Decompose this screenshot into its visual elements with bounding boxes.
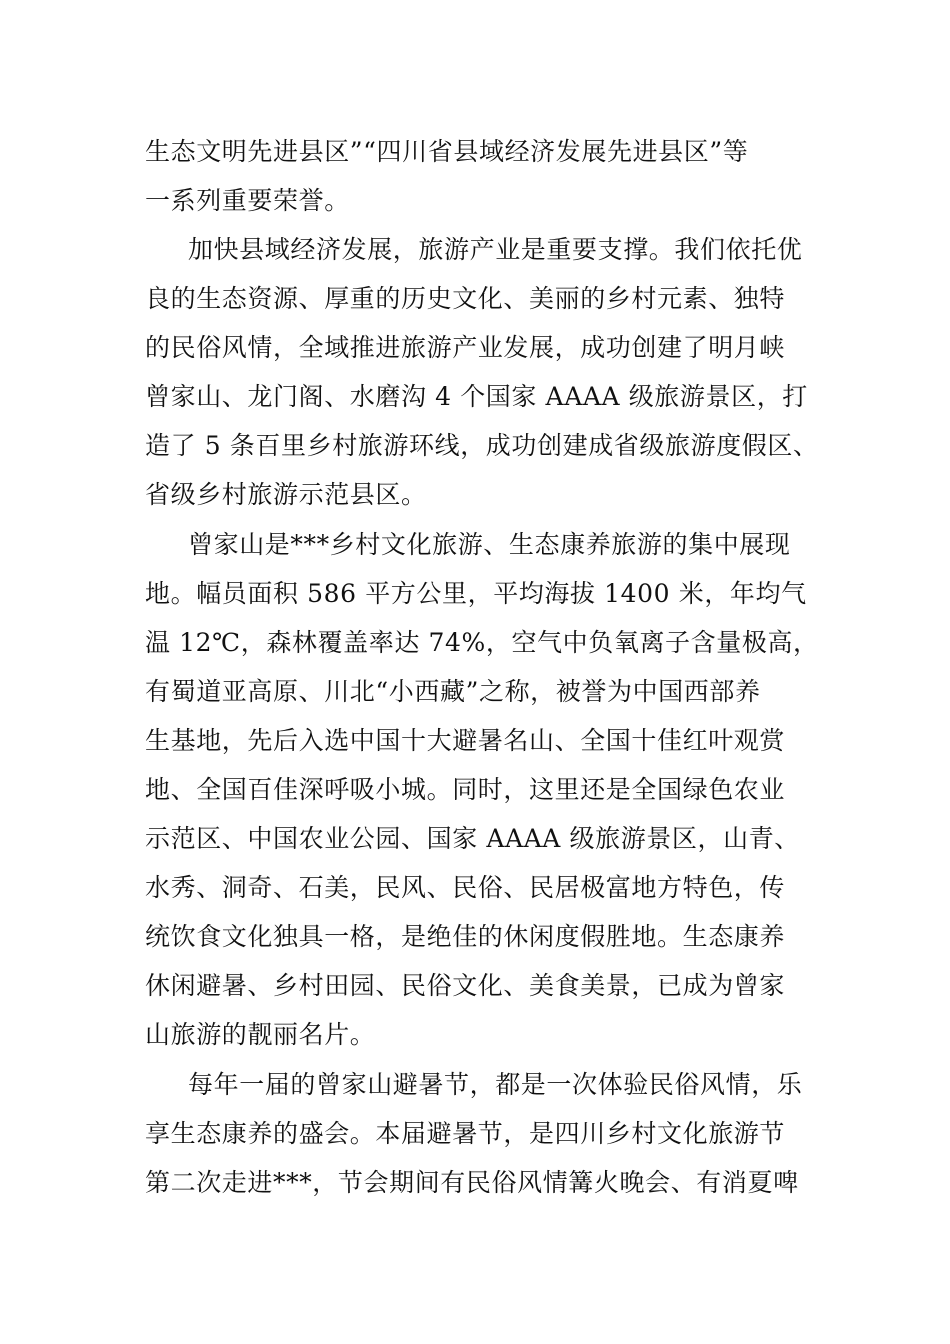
text-line: 曾家山、龙门阁、水磨沟 4 个国家 AAAA 级旅游景区，打 xyxy=(145,382,808,411)
text-line: 温 12℃，森林覆盖率达 74%，空气中负氧离子含量极高， xyxy=(145,628,819,657)
text-line: 水秀、洞奇、石美，民风、民俗、民居极富地方特色，传 xyxy=(145,873,786,902)
text-line: 省级乡村旅游示范县区。 xyxy=(145,480,427,509)
text-line: 良的生态资源、厚重的历史文化、美丽的乡村元素、独特 xyxy=(145,284,786,313)
paragraph-first-line: 曾家山是***乡村文化旅游、生态康养旅游的集中展现 xyxy=(188,530,791,559)
paragraph-first-line: 加快县域经济发展，旅游产业是重要支撑。我们依托优 xyxy=(188,235,803,264)
paragraph-first-line: 每年一届的曾家山避暑节，都是一次体验民俗风情，乐 xyxy=(188,1070,803,1099)
text-line: 生基地，先后入选中国十大避暑名山、全国十佳红叶观赏 xyxy=(145,726,786,755)
text-line: 的民俗风情，全域推进旅游产业发展，成功创建了明月峡 xyxy=(145,333,786,362)
text-line: 生态文明先进县区”“四川省县域经济发展先进县区”等 xyxy=(145,137,749,166)
text-line: 第二次走进***，节会期间有民俗风情篝火晚会、有消夏啤 xyxy=(145,1168,799,1197)
text-line: 地。幅员面积 586 平方公里，平均海拔 1400 米，年均气 xyxy=(145,579,807,608)
text-line: 地、全国百佳深呼吸小城。同时，这里还是全国绿色农业 xyxy=(145,775,786,804)
text-line: 统饮食文化独具一格，是绝佳的休闲度假胜地。生态康养 xyxy=(145,922,786,951)
text-line: 山旅游的靓丽名片。 xyxy=(145,1020,376,1049)
text-line: 造了 5 条百里乡村旅游环线，成功创建成省级旅游度假区、 xyxy=(145,431,819,460)
text-line: 一系列重要荣誉。 xyxy=(145,186,350,215)
text-line: 有蜀道亚高原、川北“小西藏”之称，被誉为中国西部养 xyxy=(145,677,761,706)
text-line: 享生态康养的盛会。本届避暑节，是四川乡村文化旅游节 xyxy=(145,1119,786,1148)
text-line: 示范区、中国农业公园、国家 AAAA 级旅游景区，山青、 xyxy=(145,824,800,853)
text-line: 休闲避暑、乡村田园、民俗文化、美食美景，已成为曾家 xyxy=(145,971,786,1000)
